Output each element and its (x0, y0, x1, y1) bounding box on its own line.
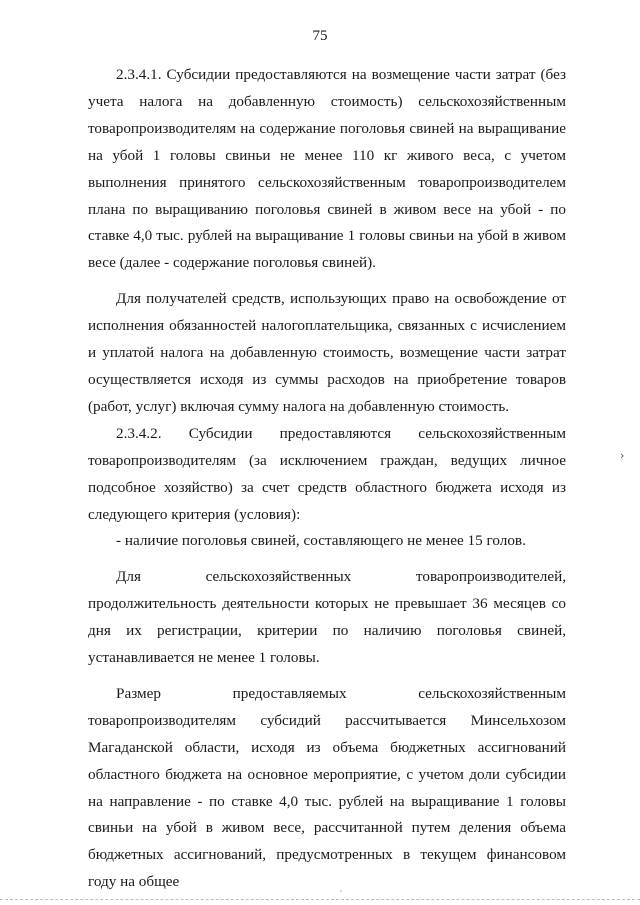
paragraph-vat-exemption: Для получателей средств, использующих право на освобождение от исполнения обязанностей налогоплательщика, связанных с исчислением и уплатой налога на добавленную стоимость, возмещение части затрат осуществляется исходя из суммы расходов на приобретение товаров (работ, услуг) включая сумму налога на добавленную стоимость. (88, 290, 566, 415)
paragraph-2-3-4-1: 2.3.4.1. Субсидии предоставляются на возмещение части затрат (без учета налога на добавленную стоимость) сельскохозяйственным товаропроизводителям на содержание поголовья свиней на выращивание на убой 1 головы свиньи не менее 110 кг живого веса, с учетом выполнения принятого сельскохозяйственным товаропроизводителем плана по выращиванию поголовья свиней в живом весе на убой - по ставке 4,0 тыс. рублей на выращивание 1 головы свиньи на убой в живом весе (далее - содержание поголовья свиней). (88, 66, 566, 272)
document-body (88, 62, 566, 896)
scan-bottom-edge (0, 899, 640, 900)
paragraph-2-3-4-2: 2.3.4.2. Субсидии предоставляются сельскохозяйственным товаропроизводителям (за исключением граждан, ведущих личное подсобное хозяйство) за счет средств областного бюджета исходя из следующего критерия (условия): (88, 424, 566, 523)
page-number: 75 (312, 28, 328, 44)
scan-speck (340, 890, 342, 892)
paragraph-criterion-item: - наличие поголовья свиней, составляющего не менее 15 голов. (116, 532, 526, 550)
paragraph-subsidy-amount: Размер предоставляемых сельскохозяйственным товаропроизводителям субсидий рассчитывается Минсельхозом Магаданской области, исходя из объема бюджетных ассигнований областного бюджета на основное мероприятие, с учетом доли субсидии на направление - по ставке 4,0 тыс. рублей на выращивание 1 головы свиньи на убой в живом весе, рассчитанной путем деления объема бюджетных ассигнований, предусмотренных в текущем финансовом году на общее (88, 684, 566, 891)
margin-tick-mark: › (620, 449, 625, 462)
paragraph-new-producers: Для сельскохозяйственных товаропроизводителей, продолжительность деятельности которых не превышает 36 месяцев со дня их регистрации, критерии по наличию поголовья свиней, устанавливается не менее 1 головы. (88, 568, 566, 667)
